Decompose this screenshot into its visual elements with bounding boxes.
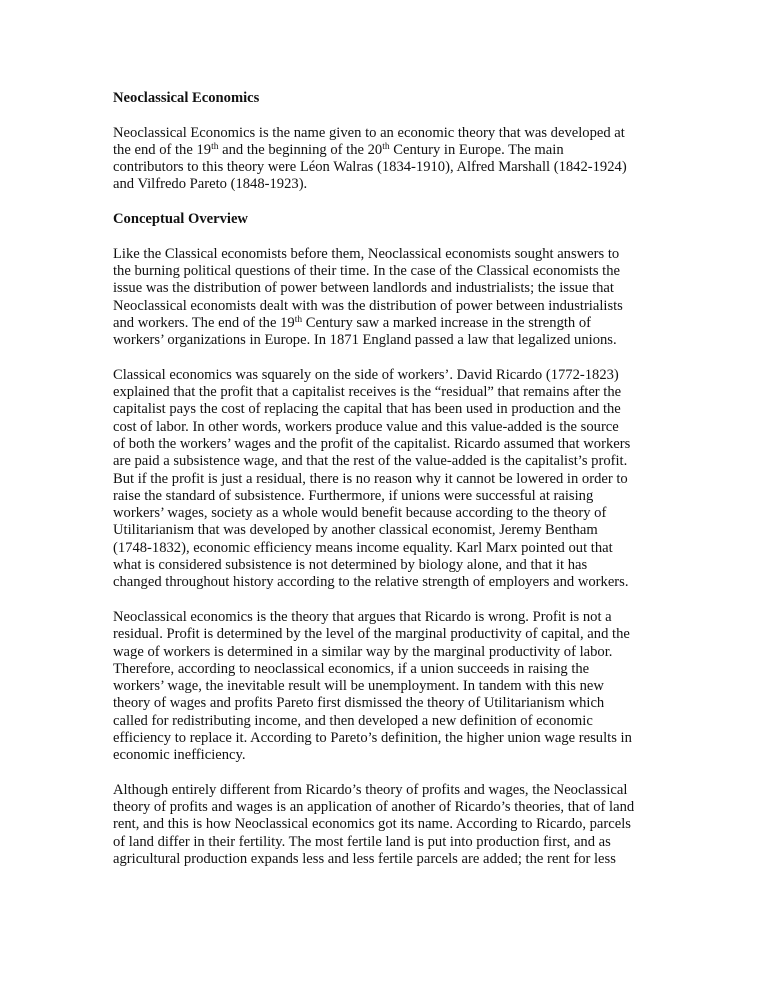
text-run: workers’ wages, society as a whole would benefit because according to the theory of bbox=[113, 505, 607, 522]
text-line bbox=[113, 816, 673, 833]
spacer bbox=[113, 194, 673, 211]
text-run: economic inefficiency. bbox=[113, 747, 246, 764]
text-line bbox=[113, 834, 673, 851]
text-run: of both the workers’ wages and the profit of the capitalist. Ricardo assumed that workers bbox=[113, 435, 631, 452]
body-paragraph bbox=[113, 782, 673, 868]
text-run: Century in Europe. The main bbox=[389, 141, 564, 158]
text-run: Classical economics was squarely on the side of workers’. David Ricardo (1772-1823) bbox=[113, 366, 619, 383]
text-line bbox=[113, 332, 673, 349]
text-run: and Vilfredo Pareto (1848-1923). bbox=[113, 176, 308, 193]
text-line bbox=[113, 488, 673, 505]
text-line bbox=[113, 159, 673, 176]
text-line bbox=[113, 263, 673, 280]
text-line bbox=[113, 142, 673, 159]
text-run: changed throughout history according to the relative strength of employers and workers. bbox=[113, 574, 629, 591]
text-line bbox=[113, 453, 673, 470]
text-run: Neoclassical Economics is the name given to an economic theory that was developed at bbox=[113, 124, 625, 141]
text-line bbox=[113, 384, 673, 401]
text-line bbox=[113, 176, 673, 193]
text-run: and workers. The end of the 19 bbox=[113, 314, 295, 331]
text-run: what is considered subsistence is not determined by biology alone, and that it has bbox=[113, 557, 588, 574]
text-line bbox=[113, 367, 673, 384]
text-run: workers’ wage, the inevitable result will be unemployment. In tandem with this new bbox=[113, 678, 604, 695]
text-run: wage of workers is determined in a similar way by the marginal productivity of labor. bbox=[113, 643, 613, 660]
text-line bbox=[113, 799, 673, 816]
text-run: explained that the profit that a capitalist receives is the “residual” that remains after the bbox=[113, 384, 622, 401]
text-line bbox=[113, 280, 673, 297]
text-line bbox=[113, 730, 673, 747]
text-run: and the beginning of the 20 bbox=[218, 141, 383, 158]
spacer bbox=[113, 765, 673, 782]
text-run: theory of wages and profits Pareto first dismissed the theory of Utilitarianism which bbox=[113, 695, 605, 712]
superscript: th bbox=[211, 141, 219, 152]
text-run: But if the profit is just a residual, there is no reason why it cannot be lowered in order to bbox=[113, 470, 628, 487]
text-line bbox=[113, 678, 673, 695]
text-line bbox=[113, 782, 673, 799]
superscript: th bbox=[382, 141, 390, 152]
text-line bbox=[113, 713, 673, 730]
text-line bbox=[113, 747, 673, 764]
text-run: raise the standard of subsistence. Furthermore, if unions were successful at raising bbox=[113, 487, 594, 504]
text-line bbox=[113, 522, 673, 539]
text-run: theory of profits and wages is an application of another of Ricardo’s theories, that of land bbox=[113, 799, 635, 816]
spacer bbox=[113, 592, 673, 609]
body-paragraph bbox=[113, 367, 673, 592]
text-run: issue was the distribution of power between landlords and industrialists; the issue that bbox=[113, 280, 614, 297]
spacer bbox=[113, 107, 673, 124]
spacer bbox=[113, 228, 673, 245]
body-paragraph bbox=[113, 246, 673, 350]
text-run: the end of the 19 bbox=[113, 141, 212, 158]
body-paragraph bbox=[113, 609, 673, 765]
text-run: capitalist pays the cost of replacing the capital that has been used in production and the bbox=[113, 401, 621, 418]
text-run: contributors to this theory were Léon Walras (1834-1910), Alfred Marshall (1842-1924) bbox=[113, 159, 627, 176]
text-run: workers’ organizations in Europe. In 1871 England passed a law that legalized unions. bbox=[113, 332, 617, 349]
text-run: Century saw a marked increase in the strength of bbox=[302, 314, 592, 331]
text-run: Like the Classical economists before them, Neoclassical economists sought answers to bbox=[113, 245, 620, 262]
text-line bbox=[113, 419, 673, 436]
document-page bbox=[113, 90, 673, 868]
text-line bbox=[113, 471, 673, 488]
text-run: cost of labor. In other words, workers produce value and this value-added is the source bbox=[113, 418, 619, 435]
text-line bbox=[113, 557, 673, 574]
intro-paragraph bbox=[113, 125, 673, 194]
text-line bbox=[113, 609, 673, 626]
text-run: Although entirely different from Ricardo’s theory of profits and wages, the Neoclassical bbox=[113, 781, 628, 798]
superscript: th bbox=[294, 314, 303, 325]
text-run: called for redistributing income, and then developed a new definition of economic bbox=[113, 712, 593, 729]
text-run: the burning political questions of their time. In the case of the Classical economists the bbox=[113, 262, 621, 279]
text-run: Neoclassical economics is the theory that argues that Ricardo is wrong. Profit is not a bbox=[113, 608, 612, 625]
text-line bbox=[113, 436, 673, 453]
document-title: Neoclassical Economics bbox=[113, 90, 260, 106]
text-line bbox=[113, 644, 673, 661]
text-run: agricultural production expands less and less fertile parcels are added; the rent for less bbox=[113, 851, 616, 868]
text-line bbox=[113, 626, 673, 643]
text-line bbox=[113, 851, 673, 868]
text-line bbox=[113, 298, 673, 315]
text-run: Utilitarianism that was developed by another classical economist, Jeremy Bentham bbox=[113, 522, 598, 539]
text-line bbox=[113, 540, 673, 557]
text-run: Therefore, according to neoclassical economics, if a union succeeds in raising the bbox=[113, 660, 590, 677]
spacer bbox=[113, 349, 673, 366]
text-run: efficiency to replace it. According to Pareto’s definition, the higher union wage results in bbox=[113, 729, 632, 746]
text-line bbox=[113, 246, 673, 263]
text-run: are paid a subsistence wage, and that the rest of the value-added is the capitalist’s profit. bbox=[113, 453, 628, 470]
text-run: of land differ in their fertility. The most fertile land is put into production first, and as bbox=[113, 833, 611, 850]
text-line bbox=[113, 574, 673, 591]
section-heading: Conceptual Overview bbox=[113, 211, 248, 228]
text-run: rent, and this is how Neoclassical economics got its name. According to Ricardo, parcels bbox=[113, 816, 631, 833]
text-run: Neoclassical economists dealt with was the distribution of power between industrialists bbox=[113, 297, 623, 314]
text-line bbox=[113, 505, 673, 522]
text-run: (1748-1832), economic efficiency means income equality. Karl Marx pointed out that bbox=[113, 539, 613, 556]
text-line bbox=[113, 401, 673, 418]
text-run: residual. Profit is determined by the level of the marginal productivity of capital, and the bbox=[113, 626, 630, 643]
text-line bbox=[113, 661, 673, 678]
text-line bbox=[113, 125, 673, 142]
text-line bbox=[113, 315, 673, 332]
text-line bbox=[113, 695, 673, 712]
